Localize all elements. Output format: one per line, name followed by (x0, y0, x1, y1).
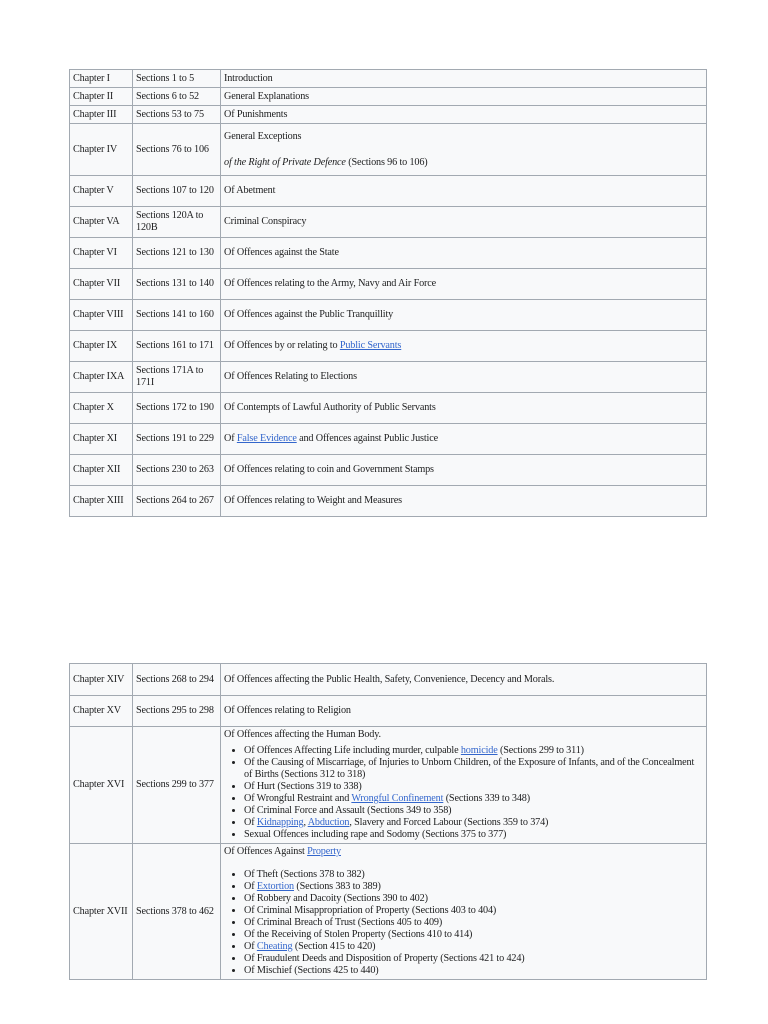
chapter-cell: Chapter IXA (70, 362, 133, 393)
sections-cell: Sections 295 to 298 (133, 696, 221, 727)
table-row (70, 844, 707, 980)
list-item (244, 881, 703, 893)
subject-cell: Introduction (221, 70, 707, 88)
item-text: Of (244, 941, 257, 952)
sections-cell: Sections 53 to 75 (133, 106, 221, 124)
item-text: Of Offences Affecting Life including murder, culpable (244, 745, 461, 756)
table-row (70, 269, 707, 300)
chapter-cell: Chapter VA (70, 207, 133, 238)
public-servants-link[interactable]: Public Servants (339, 340, 402, 351)
subject-text: Of Offences affecting the Human Body. (224, 729, 381, 740)
item-text: (Sections 299 to 311) (497, 745, 584, 756)
subject-sections: (Sections 96 to 106) (345, 156, 428, 168)
sections-cell: Sections 161 to 171 (133, 331, 221, 362)
subject-cell: Of Contempts of Lawful Authority of Public Servants (221, 393, 707, 424)
item-text: Of (244, 881, 257, 892)
chapter-cell: Chapter X (70, 393, 133, 424)
sections-cell: Sections 172 to 190 (133, 393, 221, 424)
table-row (70, 124, 707, 176)
item-text: Of Criminal Force and Assault (Sections 349 to 358) (244, 805, 452, 816)
chapter-cell: Chapter XVI (70, 727, 133, 844)
item-text: Sexual Offences including rape and Sodomy (Sections 375 to 377) (244, 829, 507, 840)
chapter-cell: Chapter III (70, 106, 133, 124)
subject-cell: Of Offences relating to Weight and Measures (221, 486, 707, 517)
subject-cell: Of Offences against the Public Tranquillity (221, 300, 707, 331)
chapter-cell: Chapter VIII (70, 300, 133, 331)
cheating-link[interactable]: Cheating (256, 941, 293, 952)
subject-prefix: Of Offences Against (224, 846, 308, 857)
chapter-cell: Chapter VII (70, 269, 133, 300)
item-text: Of Criminal Misappropriation of Property (Sections 403 to 404) (244, 905, 497, 916)
item-text: (Sections 383 to 389) (294, 881, 381, 892)
sections-cell: Sections 191 to 229 (133, 424, 221, 455)
subject-cell: Of Offences against the State (221, 238, 707, 269)
chapter-cell: Chapter VI (70, 238, 133, 269)
item-text: (Section 415 to 420) (292, 941, 376, 952)
table-row (70, 455, 707, 486)
sections-cell: Sections 378 to 462 (133, 844, 221, 980)
table-row (70, 70, 707, 88)
kidnapping-link[interactable]: Kidnapping (256, 817, 304, 828)
sections-cell: Sections 1 to 5 (133, 70, 221, 88)
table-row (70, 88, 707, 106)
table-row (70, 331, 707, 362)
subject-text (224, 846, 703, 858)
list-item (244, 793, 703, 805)
chapter-cell: Chapter XVII (70, 844, 133, 980)
chapter-cell: Chapter I (70, 70, 133, 88)
subject-subline (224, 157, 703, 169)
table-row (70, 727, 707, 844)
wrongful-confinement-link[interactable]: Wrongful Confinement (351, 793, 444, 804)
list-item (244, 965, 703, 977)
subject-cell (221, 424, 707, 455)
list-item (244, 929, 703, 941)
chapter-cell: Chapter IX (70, 331, 133, 362)
table-row (70, 393, 707, 424)
table-row (70, 176, 707, 207)
sections-cell: Sections 299 to 377 (133, 727, 221, 844)
item-text: Of Hurt (Sections 319 to 338) (244, 781, 362, 792)
chapter-cell: Chapter V (70, 176, 133, 207)
table-row (70, 486, 707, 517)
subject-cell: Of Offences Relating to Elections (221, 362, 707, 393)
offence-list (224, 869, 703, 977)
sections-cell: Sections 230 to 263 (133, 455, 221, 486)
chapter-cell: Chapter XII (70, 455, 133, 486)
item-text: (Sections 339 to 348) (443, 793, 530, 804)
chapters-table-2 (69, 663, 707, 980)
table-row (70, 424, 707, 455)
subject-cell: Of Offences affecting the Public Health, Safety, Convenience, Decency and Morals. (221, 664, 707, 696)
item-text: Of Theft (Sections 378 to 382) (244, 869, 365, 880)
list-item (244, 829, 703, 841)
list-item (244, 941, 703, 953)
item-text: Of Robbery and Dacoity (Sections 390 to 402) (244, 893, 428, 904)
subject-text: Of Offences by or relating to (224, 340, 340, 351)
table-row (70, 696, 707, 727)
subject-cell (221, 124, 707, 176)
list-item (244, 757, 703, 781)
property-link[interactable]: Property (307, 846, 341, 857)
item-text: Of Criminal Breach of Trust (Sections 405 to 409) (244, 917, 443, 928)
sections-cell: Sections 6 to 52 (133, 88, 221, 106)
false-evidence-link[interactable]: False Evidence (236, 433, 297, 444)
sections-cell: Sections 120A to 120B (133, 207, 221, 238)
sections-cell: Sections 171A to 171I (133, 362, 221, 393)
chapter-cell: Chapter XV (70, 696, 133, 727)
sections-cell: Sections 76 to 106 (133, 124, 221, 176)
item-text: , (303, 817, 308, 828)
item-text: Of the Receiving of Stolen Property (Sections 410 to 414) (244, 929, 473, 940)
table-row (70, 362, 707, 393)
item-text: Of (244, 817, 257, 828)
list-item (244, 805, 703, 817)
list-item (244, 869, 703, 881)
subject-cell: Of Punishments (221, 106, 707, 124)
spacer (224, 143, 703, 157)
sections-cell: Sections 141 to 160 (133, 300, 221, 331)
subject-cell (221, 844, 707, 980)
chapters-table-1 (69, 69, 707, 517)
list-item (244, 745, 703, 757)
table-row (70, 300, 707, 331)
list-item (244, 781, 703, 793)
table-row (70, 238, 707, 269)
table-row (70, 207, 707, 238)
sections-cell: Sections 131 to 140 (133, 269, 221, 300)
subject-cell: Of Offences relating to the Army, Navy and Air Force (221, 269, 707, 300)
subject-text: General Exceptions (224, 130, 302, 142)
subject-cell (221, 727, 707, 844)
list-item (244, 905, 703, 917)
homicide-link[interactable]: homicide (460, 745, 498, 756)
item-text: , Slavery and Forced Labour (Sections 359 to 374) (349, 817, 549, 828)
table-row (70, 106, 707, 124)
subject-cell: Of Abetment (221, 176, 707, 207)
subject-cell: Of Offences relating to coin and Government Stamps (221, 455, 707, 486)
sections-cell: Sections 264 to 267 (133, 486, 221, 517)
item-text: Of the Causing of Miscarriage, of Injuries to Unborn Children, of the Exposure of Infants, and of the Concealment of Births (Sections 312 to 318) (244, 757, 695, 780)
chapter-cell: Chapter IV (70, 124, 133, 176)
sections-cell: Sections 107 to 120 (133, 176, 221, 207)
subject-cell: Criminal Conspiracy (221, 207, 707, 238)
subject-text: and Offences against Public Justice (296, 433, 438, 444)
list-item (244, 917, 703, 929)
chapter-cell: Chapter XI (70, 424, 133, 455)
chapter-cell: Chapter XIII (70, 486, 133, 517)
sections-cell: Sections 268 to 294 (133, 664, 221, 696)
subject-text: Of (224, 433, 237, 444)
list-item (244, 817, 703, 829)
list-item (244, 953, 703, 965)
subject-cell: General Explanations (221, 88, 707, 106)
table-row (70, 664, 707, 696)
item-text: Of Wrongful Restraint and (244, 793, 352, 804)
item-text: Of Mischief (Sections 425 to 440) (244, 965, 379, 976)
subject-cell (221, 331, 707, 362)
extortion-link[interactable]: Extortion (256, 881, 294, 892)
item-text: Of Fraudulent Deeds and Disposition of Property (Sections 421 to 424) (244, 953, 525, 964)
subject-italic: of the Right of Private Defence (224, 156, 346, 168)
abduction-link[interactable]: Abduction (307, 817, 350, 828)
offence-list (224, 745, 703, 841)
chapter-cell: Chapter XIV (70, 664, 133, 696)
chapter-cell: Chapter II (70, 88, 133, 106)
sections-cell: Sections 121 to 130 (133, 238, 221, 269)
subject-cell: Of Offences relating to Religion (221, 696, 707, 727)
list-item (244, 893, 703, 905)
